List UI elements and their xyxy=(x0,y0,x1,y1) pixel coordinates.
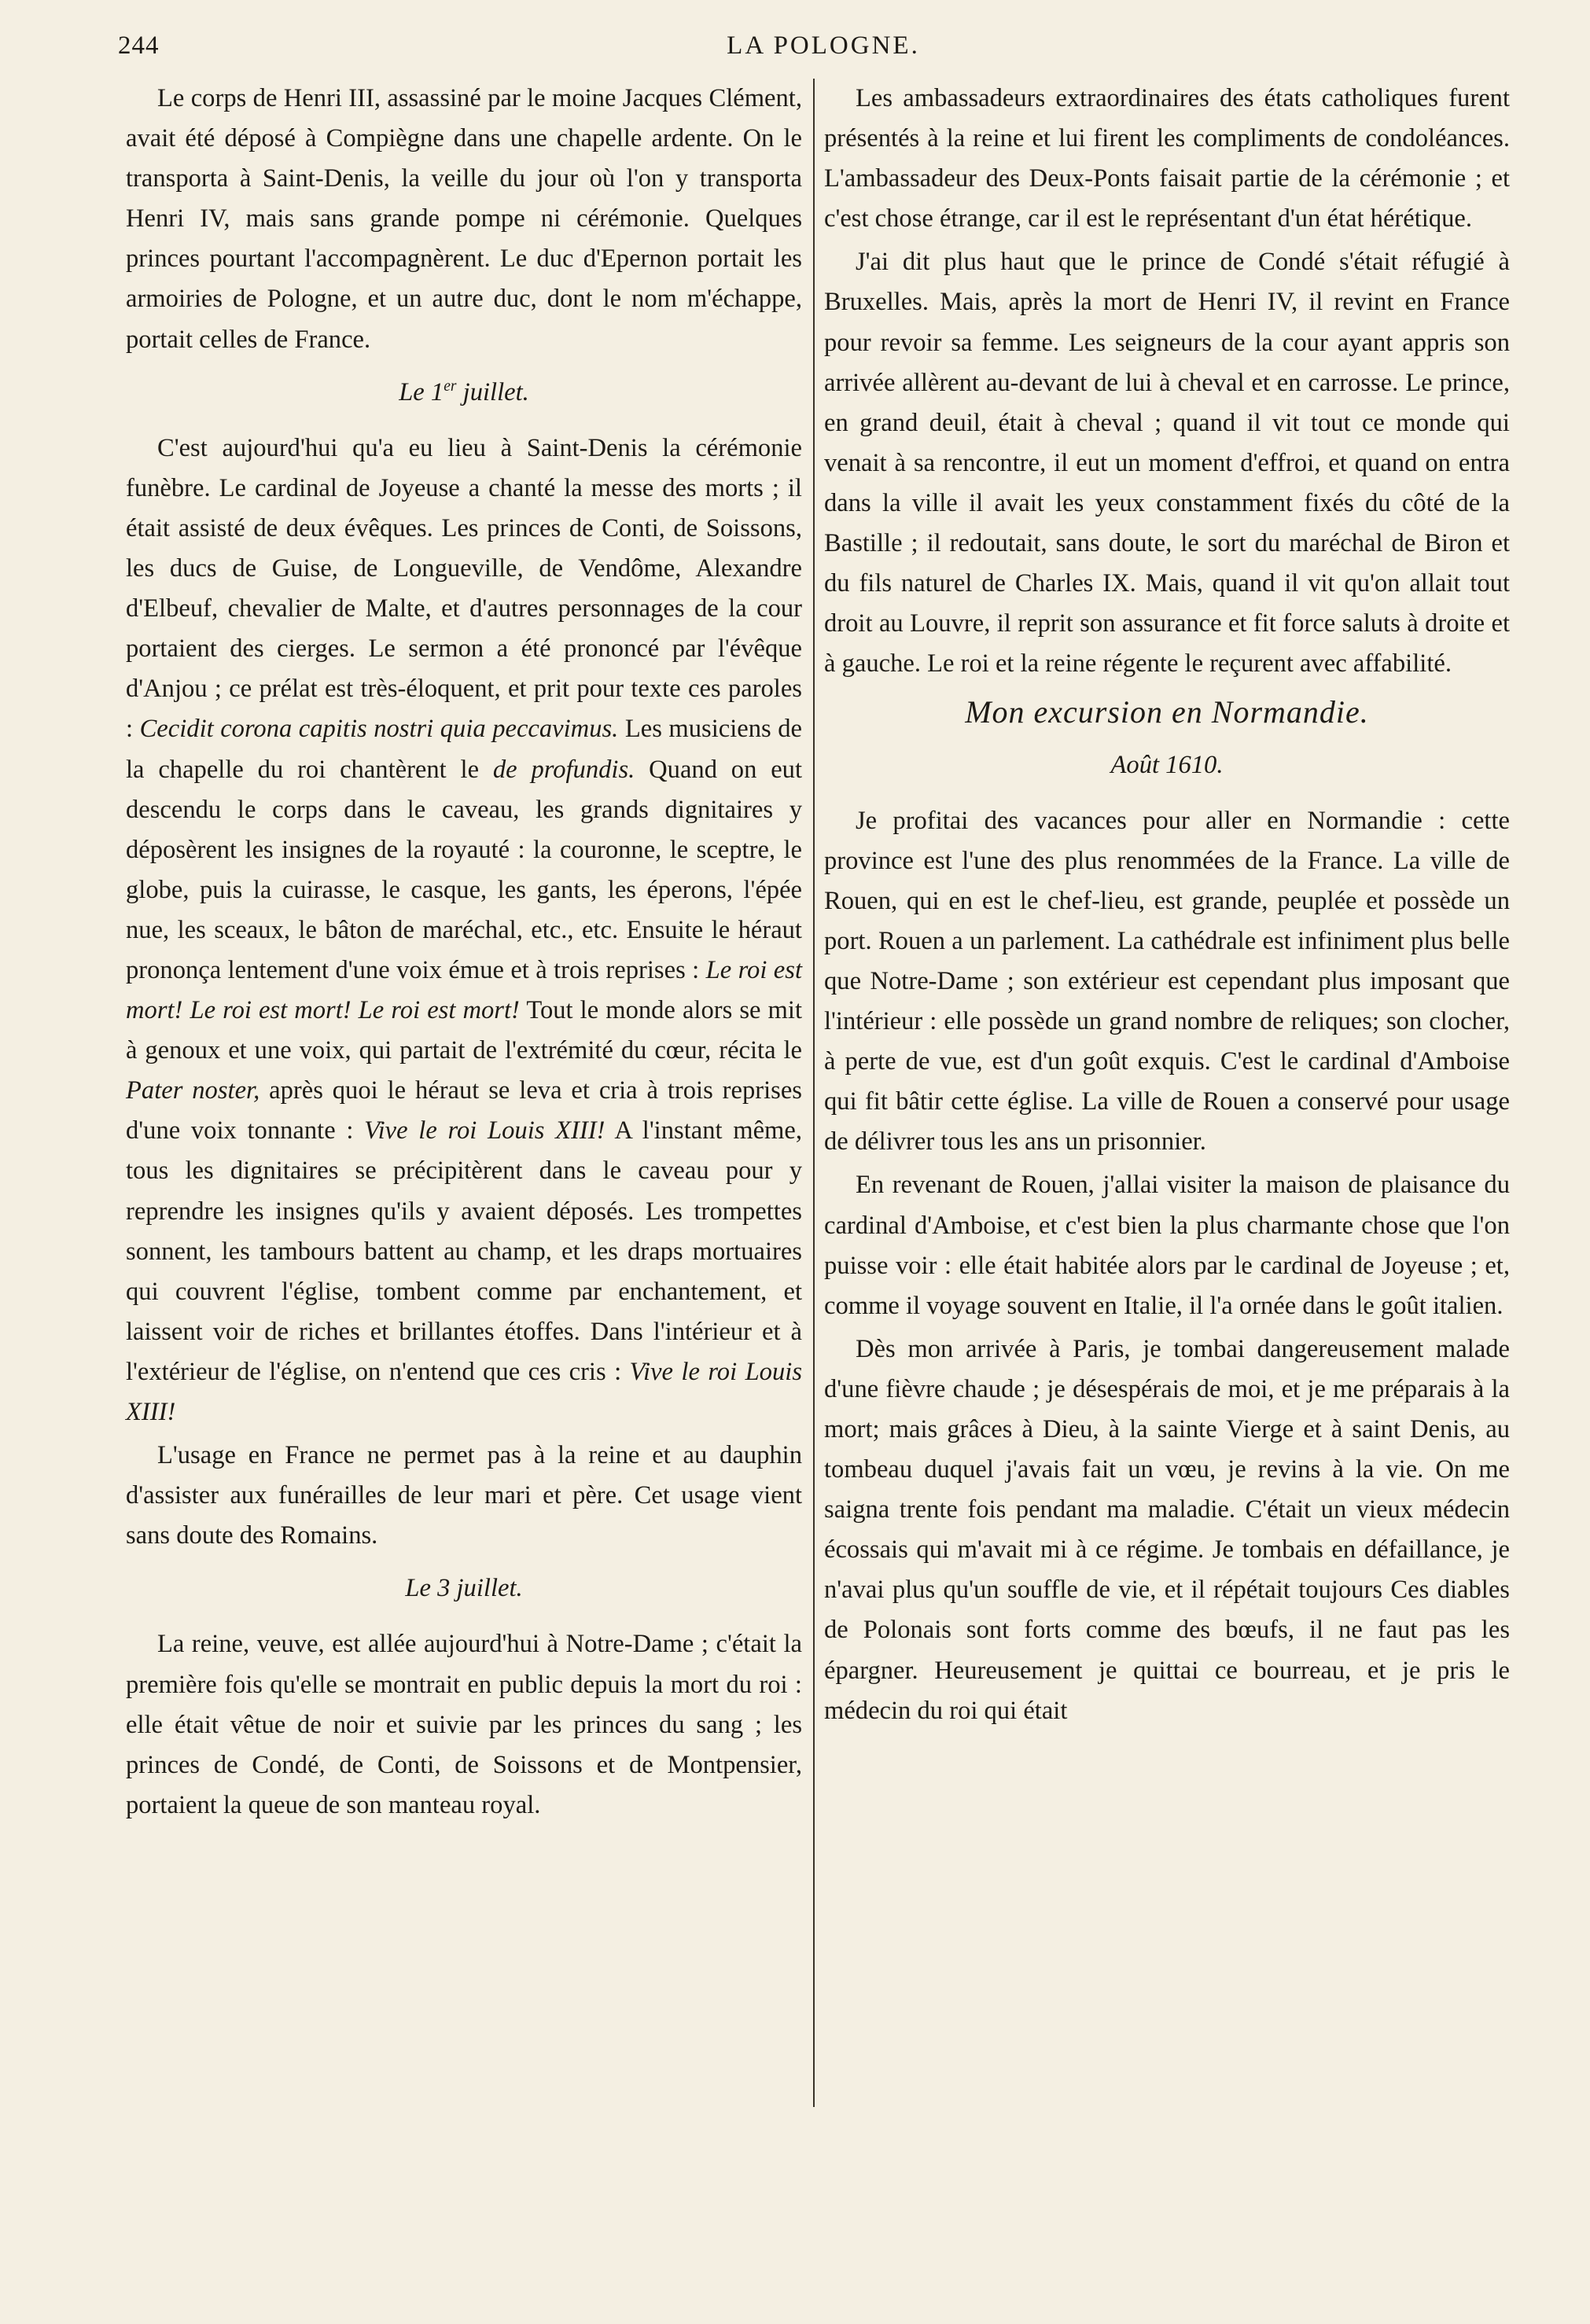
column-divider xyxy=(813,79,815,2107)
paragraph-maladie: Dès mon arrivée à Paris, je tombai dangereusement malade d'une fièvre chaude ; je désespérais de moi, et je me préparais à la mort; mais grâces à Dieu, à la sainte Vierge et à saint Denis, au tombeau duquel j'avais fait un vœu, je revins à la vie. On me saigna trente fois pendant ma maladie. C'était un vieux médecin écossais qui m'avait mi à ce régime. Je tombais en défaillance, je n'avai plus qu'un souffle de vie, et il répétait toujours Ces diables de Polonais sont forts comme des bœufs, il ne faut pas les épargner. Heureusement je quittai ce bourreau, et je pris le médecin du roi qui était xyxy=(824,1334,1510,1725)
paragraph-henri-iii: Le corps de Henri III, assassiné par le moine Jacques Clément, avait été déposé à Compiègne dans une chapelle ardente. On le transporta à Saint-Denis, la veille du jour où l'on y transporta Henri IV, mais sans grande pompe ni cérémonie. Quelques princes pourtant l'accompagnèrent. Le duc d'Epernon portait les armoiries de Pologne, et un autre duc, dont le nom m'échappe, portait celles de France. xyxy=(126,84,802,354)
section-title-normandie: Mon excursion en Normandie. xyxy=(965,694,1369,730)
paragraph-usage-france: L'usage en France ne permet pas à la reine et au dauphin d'assister aux funérailles de leur mari et père. Cet usage vient sans doute des Romains. xyxy=(126,1441,802,1550)
latin-quote: Cecidit corona capitis nostri quia peccavimus. xyxy=(139,715,619,744)
paragraph-prince-conde: J'ai dit plus haut que le prince de Condé s'était réfugié à Bruxelles. Mais, après la mort de Henri IV, il revint en France pour revoir sa femme. Les seigneurs de la cour ayant appris son arrivée allèrent au-devant de lui à cheval et en carrosse. Le prince, en grand deuil, était à cheval ; quand il vit tout ce monde qui venait à sa rencontre, il eut un moment d'effroi, et quand on entra dans la ville il avait les yeux constamment fixés du côté de la Bastille ; il redoutait, sans doute, le sort du maréchal de Biron et du fils naturel de Charles IX. Mais, quand il vit qu'on allait tout droit au Louvre, il reprit son assurance et fit force saluts à droite et à gauche. Le roi et la reine régente le reçurent avec affabilité. xyxy=(824,248,1510,678)
paragraph-reine-veuve: La reine, veuve, est allée aujourd'hui à Notre-Dame ; c'était la première fois qu'elle se montrait en public depuis la mort du roi : elle était vêtue de noir et suivie par les princes du sang ; les princes de Condé, de Conti, de Soissons et de Montpensier, portaient la queue de son manteau royal. xyxy=(126,1630,802,1819)
de-profundis: de profundis. xyxy=(492,755,635,784)
left-column xyxy=(126,79,802,2159)
date-heading-aout-1610: Août 1610. xyxy=(1110,750,1224,779)
crowd-cry-vive: Vive le roi Louis XIII! xyxy=(126,1357,802,1426)
date-heading-3-juillet: Le 3 juillet. xyxy=(405,1574,523,1603)
right-column xyxy=(824,79,1510,2159)
page-header xyxy=(118,31,1529,71)
running-title: LA POLOGNE. xyxy=(727,31,920,60)
paragraph-maison-plaisance: En revenant de Rouen, j'allai visiter la maison de plaisance du cardinal d'Amboise, et c'est bien la plus charmante chose que l'on puisse voir : elle était habitée alors par le cardinal de Joyeuse ; et, comme il voyage souvent en Italie, il l'a ornée dans le goût italien. xyxy=(824,1171,1510,1320)
herald-cry-vive: Vive le roi Louis XIII! xyxy=(364,1116,605,1145)
page-number: 244 xyxy=(118,31,160,60)
paragraph-rouen: Je profitai des vacances pour aller en Normandie : cette province est l'une des plus renommées de la France. La ville de Rouen, qui en est le chef-lieu, est grande, peuplée et possède un port. Rouen a un parlement. La cathédrale est infiniment plus belle que Notre-Dame ; son extérieur est cependant plus imposant que l'intérieur : elle possède un grand nombre de reliques; son clocher, à perte de vue, est d'un goût exquis. C'est le cardinal d'Amboise qui fit bâtir cette église. La ville de Rouen a conservé pour usage de délivrer tous les ans un prisonnier. xyxy=(824,806,1510,1156)
pater-noster: Pater noster, xyxy=(126,1076,260,1105)
paragraph-ambassadeurs: Les ambassadeurs extraordinaires des états catholiques furent présentés à la reine et lui firent les compliments de condoléances. L'ambassadeur des Deux-Ponts faisait partie de la cérémonie ; et c'est chose étrange, car il est le représentant d'un état hérétique. xyxy=(824,84,1510,234)
herald-cry-mort: Le roi est mort! Le roi est mort! Le roi est mort! xyxy=(126,955,802,1025)
date-heading-1-juillet: Le 1er juillet. xyxy=(399,377,529,406)
paragraph-ceremonie-funebre: C'est aujourd'hui qu'a eu lieu à Saint-Denis la cérémonie funèbre. Le cardinal de Joyeuse a chanté la messe des morts ; il était assisté de deux évêques. Les princes de Conti, de Soissons, les ducs de Guise, de Longueville, de Vendôme, Alexandre d'Elbeuf, chevalier de Malte, et d'autres personnages de la cour portaient des cierges. Le sermon a été prononcé par l'évêque d'Anjou ; ce prélat est très-éloquent, et prit pour texte ces paroles : Cecidit corona capitis nostri quia peccavimus. Les musiciens de la chapelle du roi chantèrent le de profundis. Quand on eut descendu le corps dans le caveau, les grands dignitaires y déposèrent les insignes de la royauté : la couronne, le sceptre, le globe, puis la cuirasse, le casque, les gants, les éperons, l'épée nue, les sceaux, le bâton de maréchal, etc., etc. Ensuite le héraut prononça lentement d'une voix émue et à trois reprises : Le roi est mort! Le roi est mort! Le roi est mort! Tout le monde alors se mit à genoux et une voix, qui partait de l'extrémité du cœur, récita le Pater noster, après quoi le héraut se leva et cria à trois reprises d'une voix tonnante : Vive le roi Louis XIII! A l'instant même, tous les dignitaires se précipitèrent dans le caveau pour y reprendre les insignes qu'ils y avaient déposés. Les trompettes sonnent, les tambours battent au champ, et les draps mortuaires qui couvrent l'église, tombent comme par enchantement, et laissent voir de riches et brillantes étoffes. Dans l'intérieur et à l'extérieur de l'église, on n'entend que ces cris : Vive le roi Louis XIII! xyxy=(126,433,803,1426)
